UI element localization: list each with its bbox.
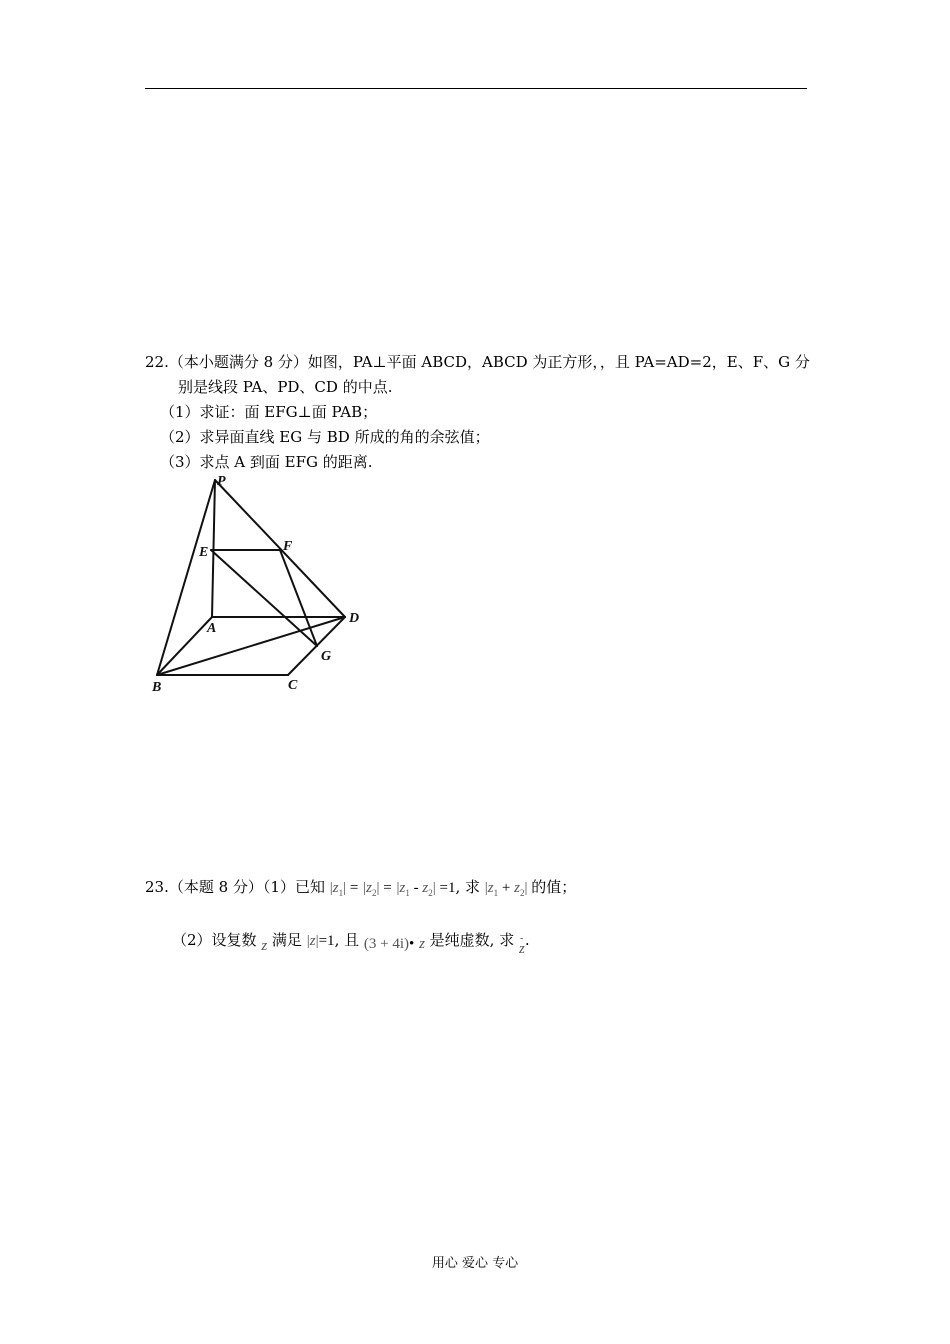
var-z-2: z: [419, 936, 425, 952]
label-C: C: [288, 678, 298, 693]
q23-part2-prefix: （2）设复数: [172, 931, 262, 949]
label-G: G: [321, 649, 332, 664]
abs-z: |z|: [306, 933, 319, 949]
footer-text: 用心 爱心 专心: [431, 1256, 519, 1271]
edge-PD: [215, 480, 345, 617]
pyramid-figure: [145, 468, 375, 698]
label-A: A: [207, 621, 217, 636]
q23-part2: [172, 930, 530, 957]
edge-PA: [212, 480, 215, 617]
q23-prefix: 23.（本题 8 分）（1）已知: [145, 878, 325, 896]
label-E: E: [199, 545, 209, 560]
dot: •: [409, 936, 415, 952]
q23-part1: [145, 877, 576, 903]
abs-z1-minus-z2: $|z_1 - z_2|$: [396, 880, 436, 898]
var-z: z: [261, 938, 268, 954]
value-z: =1: [318, 933, 335, 949]
abs-z1: $|z_1|$: [329, 880, 347, 898]
label-F: F: [283, 539, 293, 554]
q22-line1: 22.（本小题满分 8 分）如图，PA⊥平面 ABCD，ABCD 为正方形，，且 PA=AD=2，E、F、G 分: [145, 353, 810, 371]
value-1: =1: [439, 880, 456, 896]
q22-item1: （1）求证：面 EFG⊥面 PAB；: [160, 403, 378, 421]
q23-part2-tail: 是纯虚数, 求: [424, 931, 515, 949]
label-P: P: [217, 474, 226, 489]
z-conjugate: - z: [519, 933, 525, 957]
q23-part1-tail: 的值；: [531, 878, 577, 896]
equals-2: =: [383, 880, 392, 896]
q22-item2: （2）求异面直线 EG 与 BD 所成的角的余弦值；: [160, 428, 490, 446]
q22-line2: 别是线段 PA、PD、CD 的中点.: [178, 378, 393, 396]
cond-text: 满足: [267, 931, 302, 949]
q22-item3: （3）求点 A 到面 EFG 的距离.: [160, 453, 373, 471]
equals-1: =: [349, 880, 359, 896]
label-B: B: [152, 680, 162, 695]
ask-text: , 求: [455, 878, 480, 896]
period: .: [524, 931, 530, 949]
label-D: D: [349, 611, 360, 626]
expr-3-4i: (3 + 4i): [363, 936, 410, 952]
header-rule: [145, 88, 807, 89]
edge-EG: [211, 550, 317, 646]
and-text: , 且: [334, 931, 360, 949]
abs-z2: $|z_2|$: [363, 880, 380, 898]
abs-z1-plus-z2: $|z_1 + z_2|$: [484, 880, 528, 898]
